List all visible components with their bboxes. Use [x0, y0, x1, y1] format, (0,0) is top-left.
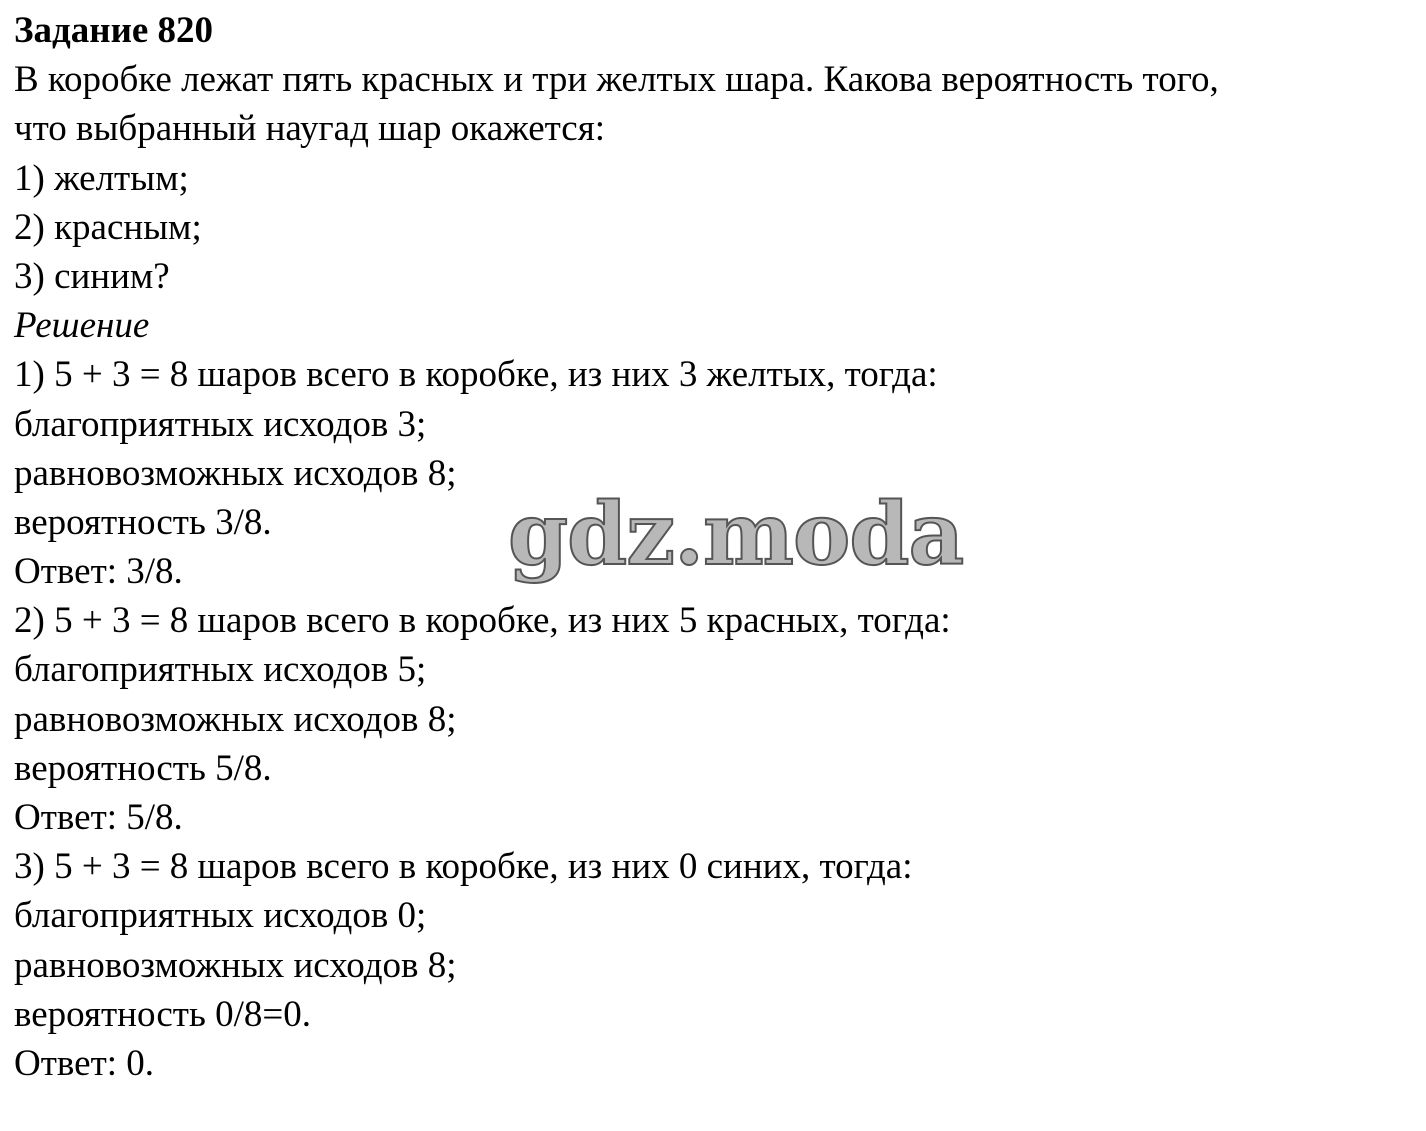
- problem-text-line-1: В коробке лежат пять красных и три желтых шара. Какова вероятность того,: [14, 59, 1219, 101]
- solution-probability: вероятность 0/8=0.: [14, 993, 311, 1035]
- task-title: Задание 820: [14, 10, 214, 51]
- solution-answer: Ответ: 3/8.: [14, 551, 183, 593]
- solution-possible: равновозможных исходов 8;: [14, 698, 457, 740]
- problem-option-1: 1) желтым;: [14, 157, 189, 199]
- watermark-logo: gdz.moda: [508, 484, 964, 585]
- problem-option-3: 3) синим?: [14, 255, 170, 297]
- document-page: [14, 6, 1420, 1088]
- solution-probability: вероятность 3/8.: [14, 501, 272, 543]
- solution-heading: Решение: [14, 305, 150, 347]
- solution-part-1: [14, 350, 1420, 596]
- solution-possible: равновозможных исходов 8;: [14, 452, 457, 494]
- solution-favorable: благоприятных исходов 3;: [14, 403, 427, 445]
- solution-part-2: [14, 596, 1420, 842]
- solution-answer: Ответ: 5/8.: [14, 797, 183, 838]
- solution-calc: 2) 5 + 3 = 8 шаров всего в коробке, из них 5 красных, тогда:: [14, 600, 951, 642]
- solution-part-3: [14, 842, 1420, 1088]
- solution-probability: вероятность 5/8.: [14, 747, 272, 789]
- problem-option-2: 2) красным;: [14, 206, 202, 248]
- solution-answer: Ответ: 0.: [14, 1042, 155, 1084]
- solution-possible: равновозможных исходов 8;: [14, 944, 457, 986]
- solution-favorable: благоприятных исходов 5;: [14, 649, 427, 691]
- problem-text-line-2: что выбранный наугад шар окажется:: [14, 108, 605, 150]
- solution-calc: 1) 5 + 3 = 8 шаров всего в коробке, из них 3 желтых, тогда:: [14, 354, 938, 396]
- solution-calc: 3) 5 + 3 = 8 шаров всего в коробке, из них 0 синих, тогда:: [14, 846, 913, 888]
- solution-favorable: благоприятных исходов 0;: [14, 895, 427, 937]
